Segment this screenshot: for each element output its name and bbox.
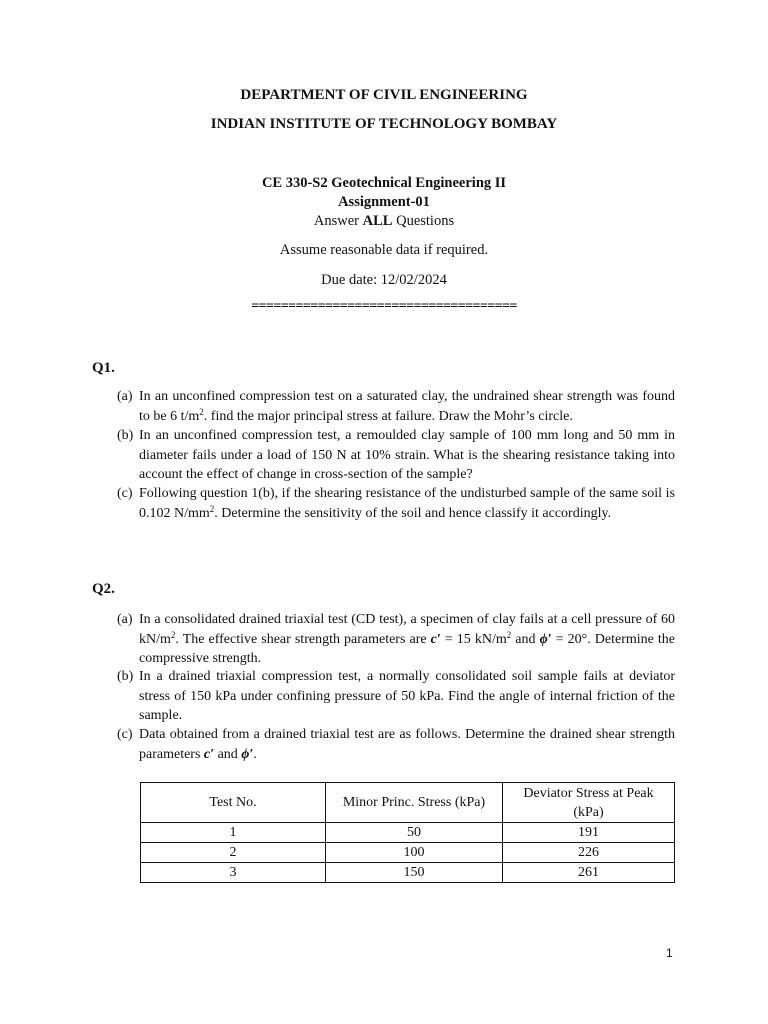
table-cell: 100 (326, 843, 503, 863)
table-cell: 2 (141, 843, 326, 863)
q1c-sup: 2 (209, 503, 215, 514)
q1c-label: (c) (117, 486, 133, 501)
table-cell: 226 (503, 843, 675, 863)
q1b-text: In an unconfined compression test, a remoulded clay sample of 100 mm long and 50 mm in diameter fails under a load of 150 N at 10% strain. What is the shearing resistance taking into account the effect of change in cross-section of the sample? (139, 428, 675, 482)
answer-instruction (0, 213, 768, 230)
q1-heading: Q1. (92, 360, 115, 376)
table-row (141, 843, 675, 863)
q2b-text: In a drained triaxial compression test, a normally consolidated soil sample fails at deviator stress of 150 kPa under confining pressure of 50 kPa. Find the angle of internal friction of the sample. (139, 669, 675, 723)
table-header-cell: Deviator Stress at Peak (kPa) (503, 783, 675, 823)
institute-heading: INDIAN INSTITUTE OF TECHNOLOGY BOMBAY (210, 116, 558, 132)
q1-part-c (117, 484, 675, 523)
c-prime-symbol: c′ (203, 746, 215, 762)
q2a-label: (a) (117, 612, 133, 627)
table-header-cell: Test No. (141, 783, 326, 823)
q1a-text-1: In an unconfined compression test on a saturated clay, the undrained shear strength was found to be 6 t/m (139, 389, 675, 424)
q2c-text-2: and (214, 746, 242, 762)
assignment-title: Assignment-01 (338, 194, 430, 210)
q2c-text (139, 725, 675, 764)
table-cell: 261 (503, 863, 675, 883)
q2a-sup-2: 2 (506, 629, 512, 640)
due-date: Due date: 12/02/2024 (321, 272, 447, 288)
q1b-label: (b) (117, 428, 134, 443)
q2-heading: Q2. (92, 581, 115, 597)
q2-part-b (117, 667, 675, 726)
phi-prime-symbol: ϕ′ (241, 746, 254, 762)
table-cell: 150 (326, 863, 503, 883)
q2a-text (139, 610, 675, 669)
q1-part-a (117, 387, 675, 426)
table-cell: 3 (141, 863, 326, 883)
table-cell: 191 (503, 823, 675, 843)
q2-part-c (117, 725, 675, 764)
answer-suffix: Questions (392, 213, 455, 229)
q1c-text-2: . Determine the sensitivity of the soil and hence classify it accordingly. (214, 505, 612, 521)
table-row (141, 823, 675, 843)
course-title: CE 330-S2 Geotechnical Engineering II (261, 175, 507, 191)
phi-prime-symbol: ϕ′ (539, 631, 552, 647)
q2b-label: (b) (117, 669, 134, 684)
q1a-label: (a) (117, 389, 133, 404)
table-header-cell: Minor Princ. Stress (kPa) (326, 783, 503, 823)
q2a-text-2: . The effective shear strength parameters are (175, 631, 431, 647)
q1a-text (139, 387, 675, 426)
q2a-text-5: = 20°. Determine the compressive strength. (139, 631, 676, 666)
assume-instruction: Assume reasonable data if required. (279, 242, 489, 258)
q2-part-a (117, 610, 675, 669)
q1a-sup: 2 (199, 406, 204, 417)
q2a-text-1: In a consolidated drained triaxial test (CD test), a specimen of clay fails at a cell pressure of 60 kN/m (139, 612, 675, 647)
q2c-text-3: . (253, 746, 257, 762)
table-cell: 1 (141, 823, 326, 843)
q2a-text-4: and (511, 631, 540, 647)
q1c-text (139, 484, 675, 523)
separator-rule: ==================================== (251, 299, 517, 314)
q1a-text-2: . find the major principal stress at failure. Draw the Mohr’s circle. (203, 408, 573, 424)
answer-all: ALL (362, 213, 393, 229)
q2a-sup-1: 2 (170, 629, 176, 640)
answer-prefix: Answer (313, 213, 363, 229)
table-row (141, 863, 675, 883)
page-number: 1 (666, 946, 673, 960)
q1c-text-1: Following question 1(b), if the shearing resistance of the undisturbed sample of the same soil is 0.102 N/mm (139, 486, 675, 521)
q2c-label: (c) (117, 727, 133, 742)
q2a-text-3: = 15 kN/m (440, 631, 507, 647)
department-heading: DEPARTMENT OF CIVIL ENGINEERING (240, 87, 528, 103)
table-header-row (141, 783, 675, 823)
c-prime-symbol: c′ (430, 631, 441, 647)
q1-part-b (117, 426, 675, 485)
table-cell: 50 (326, 823, 503, 843)
q2c-text-1: Data obtained from a drained triaxial test are as follows. Determine the drained shear strength parameters (139, 727, 675, 762)
triaxial-data-table (140, 782, 675, 883)
